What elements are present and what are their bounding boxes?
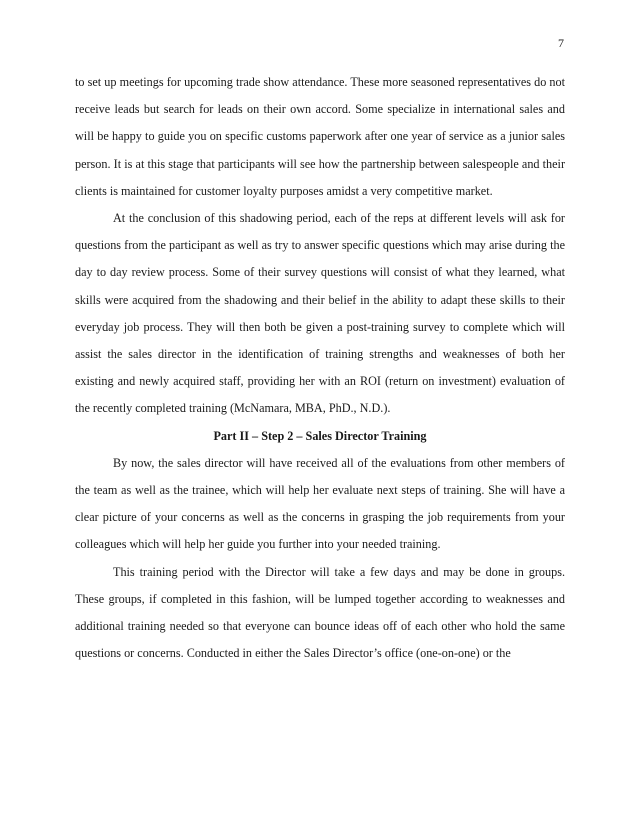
paragraph-evaluations: By now, the sales director will have received all of the evaluations from other members of the team as well as the trainee, which will help her evaluate next steps of training. She will have a clear picture of your concerns as well as the concerns in grasping the job requirements from your colleagues which will help her guide you further into your needed training. <box>75 455 565 552</box>
body-text <box>75 69 565 667</box>
section-heading: Part II – Step 2 – Sales Director Training <box>213 428 427 443</box>
paragraph-continuation: to set up meetings for upcoming trade show attendance. These more seasoned representatives do not receive leads but search for leads on their own accord. Some specialize in international sales and will be happy to guide you on specific customs paperwork after one year of service as a junior sales person. It is at this stage that participants will see how the partnership between salespeople and their clients is maintained for customer loyalty purposes amidst a very competitive market. <box>75 75 565 198</box>
paragraph-shadowing-conclusion: At the conclusion of this shadowing period, each of the reps at different levels will ask for questions from the participant as well as try to answer specific questions which may arise during the day to day review process. Some of their survey questions will consist of what they learned, what skills were acquired from the shadowing and their belief in the ability to adapt these skills to their everyday job process. They will then both be given a post-training survey to complete which will assist the sales director in the identification of training strengths and weaknesses of both her existing and newly acquired staff, providing her with an ROI (return on investment) evaluation of the recently completed training (McNamara, MBA, PhD., N.D.). <box>75 211 565 416</box>
page-number: 7 <box>558 36 564 50</box>
paragraph-training-period: This training period with the Director will take a few days and may be done in groups. These groups, if completed in this fashion, will be lumped together according to weaknesses and additional training needed so that everyone can bounce ideas off of each other who hold the same questions or concerns. Conducted in either the Sales Director’s office (one-on-one) or the <box>75 564 565 661</box>
